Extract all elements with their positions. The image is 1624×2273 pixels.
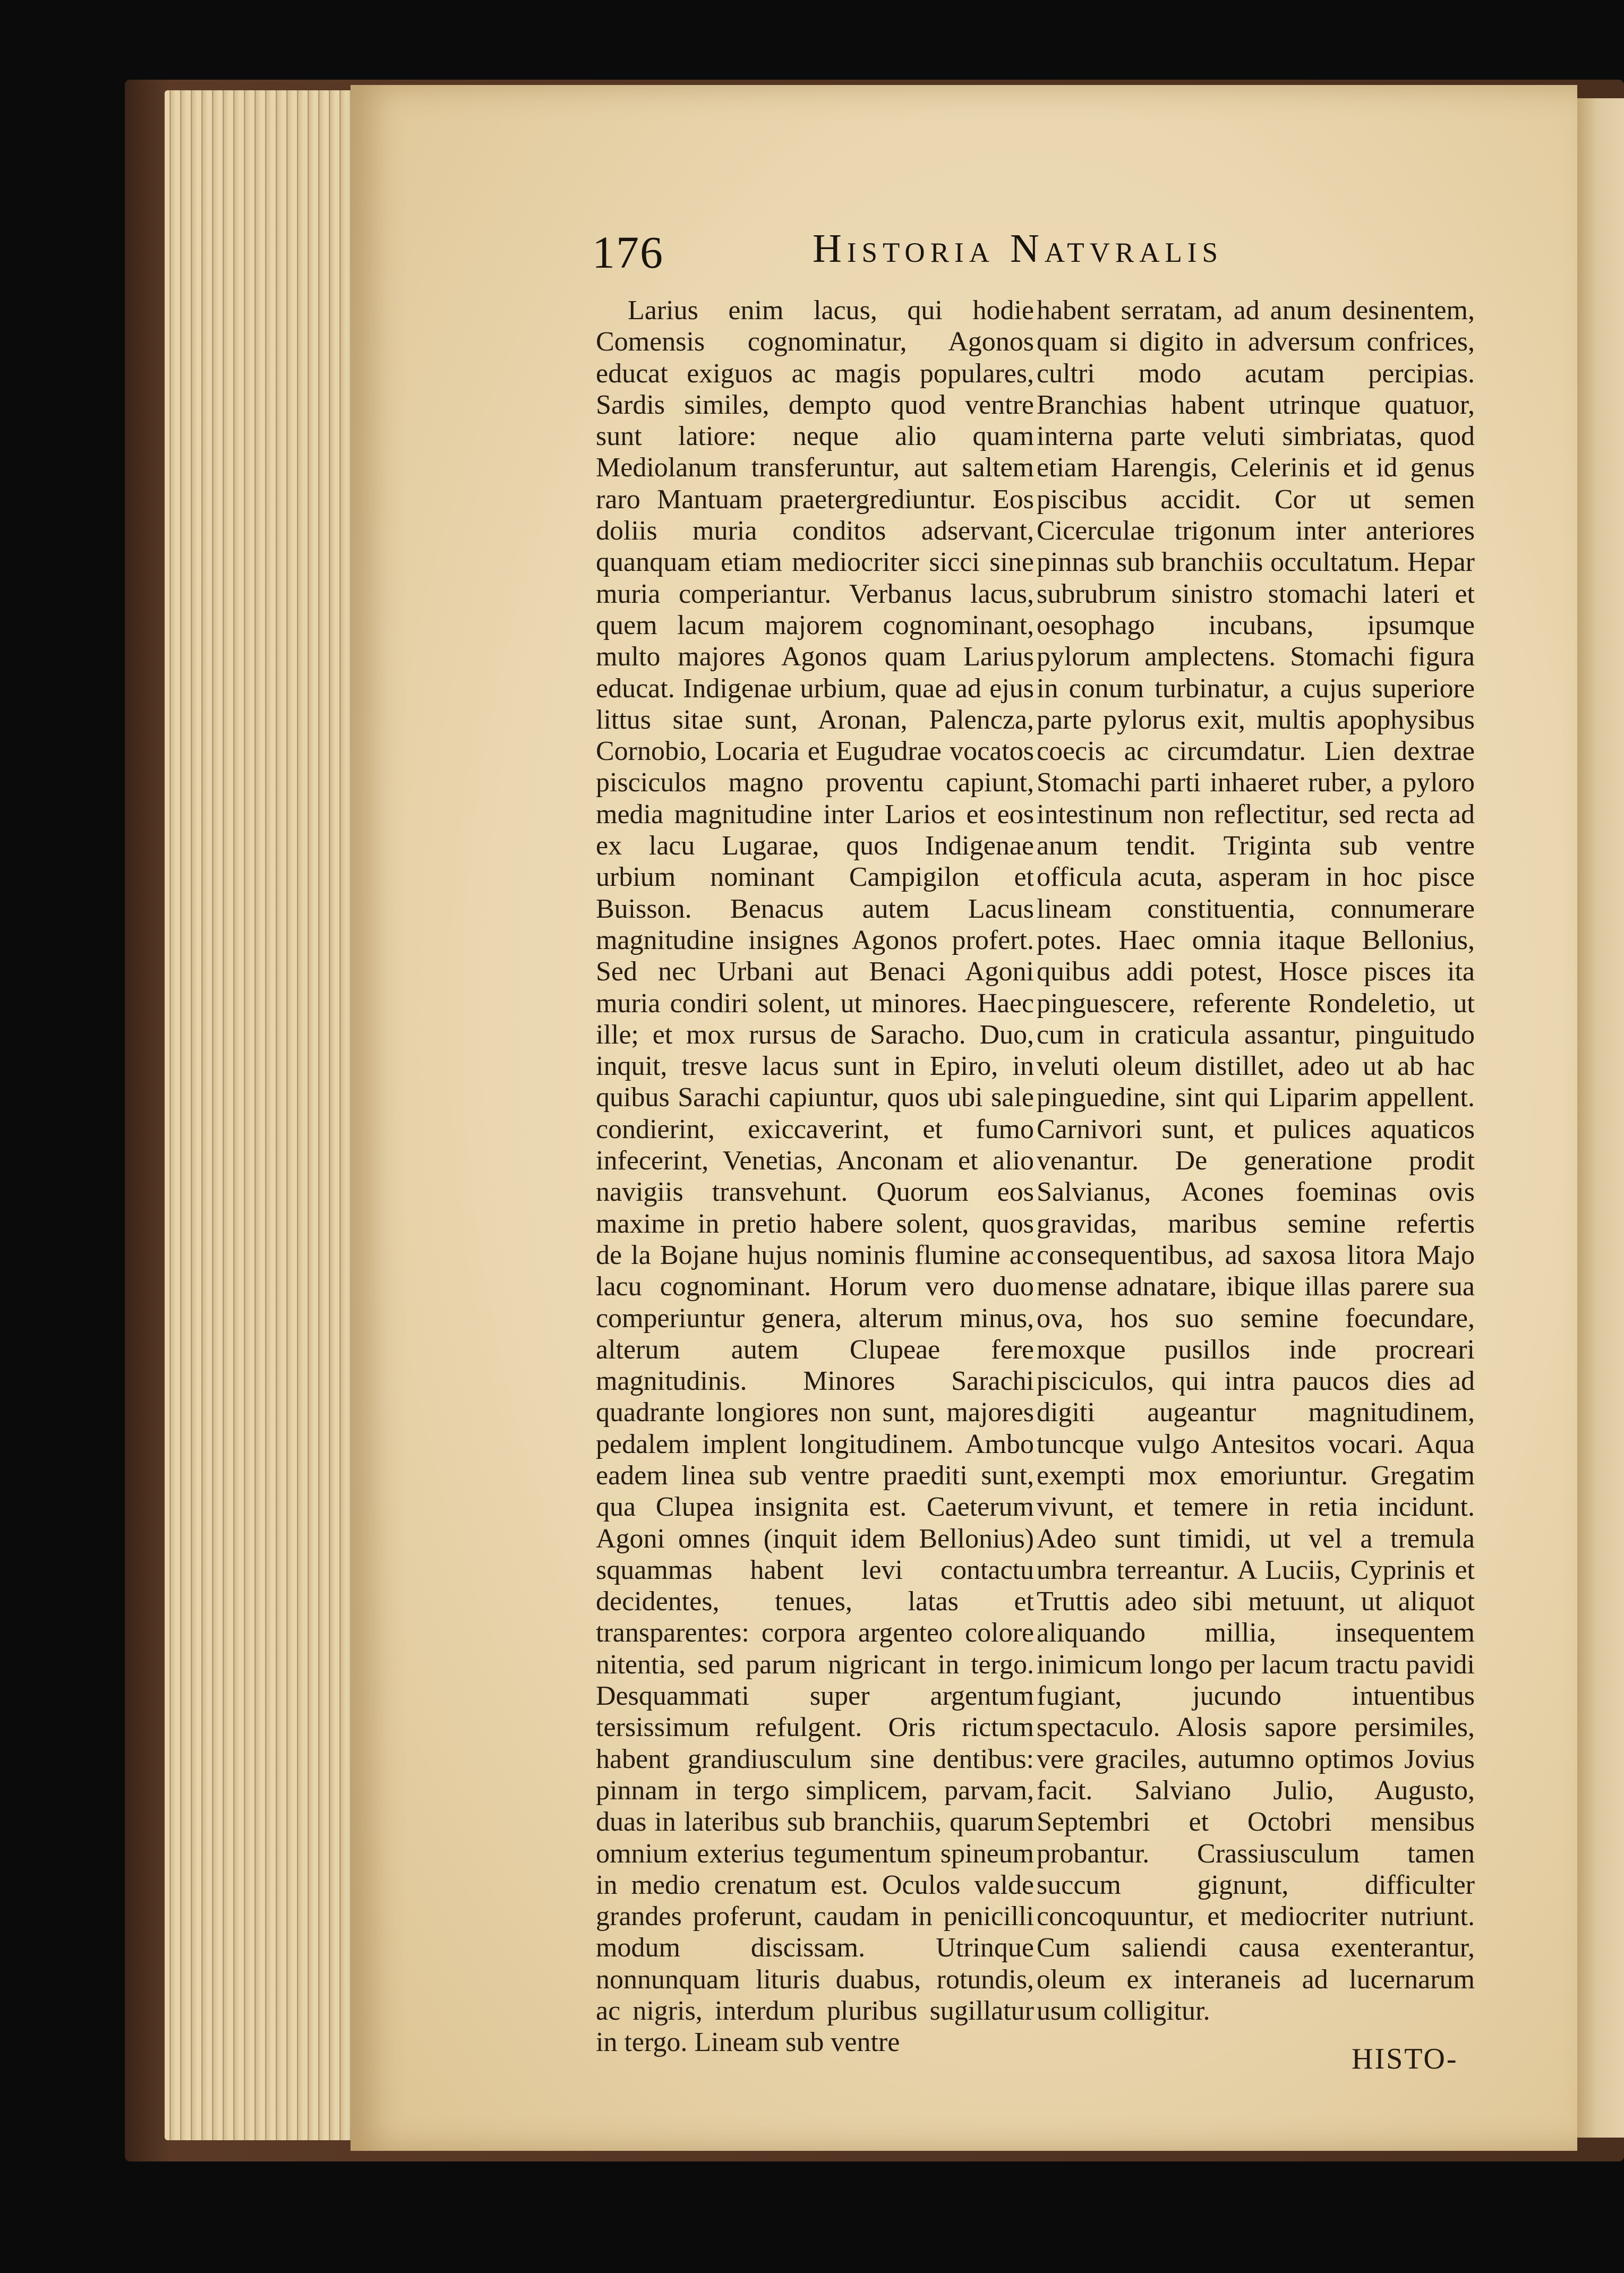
page-edges	[165, 90, 377, 2140]
catchword: HISTO-	[1352, 2043, 1458, 2075]
left-column-text: Larius enim lacus, qui hodie Comensis cognominatur, Agonos educat exiguos ac magis populares, Sardis similes, dempto quod ventre sunt latiore: neque alio quam Mediolanum transferuntur, aut saltem raro Mantuam praetergrediuntur. Eos doliis muria conditos adservant, quanquam etiam mediocriter sicci sine muria comperiantur. Verbanus lacus, quem lacum majorem cognominant, multo majores Agonos quam Larius educat. Indigenae urbium, quae ad ejus littus sitae sunt, Aronan, Palencza, Cornobio, Locaria et Eugudrae vocatos pisciculos magno proventu capiunt, media magnitudine inter Larios et eos ex lacu Lugarae, quos Indigenae urbium nominant Campigilon et Buisson. Benacus autem Lacus magnitudine insignes Agonos profert. Sed nec Urbani aut Benaci Agoni muria condiri solent, ut minores. Haec ille; et mox rursus de Saracho. Duo, inquit, tresve lacus sunt in Epiro, in quibus Sarachi capiuntur, quos ubi sale condierint, exiccaverint, et fumo infecerint, Venetias, Anconam et alio navigiis transvehunt. Quorum eos maxime in pretio habere solent, quos de la Bojane hujus nominis flumine ac lacu cognominant. Horum vero duo comperiuntur genera, alterum minus, alterum autem Clupeae fere magnitudinis. Minores Sarachi quadrante longiores non sunt, majores pedalem implent longitudinem. Ambo eadem linea sub ventre praediti sunt, qua Clupea insignita est. Caeterum Agoni omnes (inquit idem Bellonius) squammas habent levi contactu decidentes, tenues, latas et transparentes: corpora argenteo colore nitentia, sed parum nigricant in tergo. Desquammati super argentum tersissimum refulgent. Oris rictum habent grandiusculum sine dentibus: pinnam in tergo simplicem, parvam, duas in lateribus sub branchiis, quarum omnium exterius tegumentum spineum in medio crenatum est. Oculos valde grandes proferunt, caudam in penicilli modum discissam. Utrinque nonnunquam lituris duabus, rotundis, ac nigris, interdum pluribus sugillatur in tergo. Lineam sub ventre	[596, 295, 1034, 2058]
left-column	[596, 295, 1034, 2058]
running-title: Historia Natvralis	[813, 226, 1224, 271]
page-number: 176	[592, 227, 664, 278]
right-column-text: habent serratam, ad anum desinentem, quam si digito in adversum confrices, cultri modo acutam percipias. Branchias habent utrinque quatuor, interna parte veluti simbriatas, quod etiam Harengis, Celerinis et id genus piscibus accidit. Cor ut semen Cicerculae trigonum inter anteriores pinnas sub branchiis occultatum. Hepar subrubrum sinistro stomachi lateri et oesophago incubans, ipsumque pylorum amplectens. Stomachi figura in conum turbinatur, a cujus superiore parte pylorus exit, multis apophysibus coecis ac circumdatur. Lien dextrae Stomachi parti inhaeret ruber, a pyloro intestinum non reflectitur, sed recta ad anum tendit. Triginta sub ventre officula acuta, asperam in hoc pisce lineam constituentia, connumerare potes. Haec omnia itaque Bellonius, quibus addi potest, Hosce pisces ita pinguescere, referente Rondeletio, ut cum in craticula assantur, pinguitudo veluti oleum distillet, adeo ut ab hac pinguedine, sint qui Liparim appellent. Carnivori sunt, et pulices aquaticos venantur. De generatione prodit Salvianus, Acones foeminas ovis gravidas, maribus semine refertis consequentibus, ad saxosa litora Majo mense adnatare, ibique illas parere sua ova, hos suo semine foecundare, moxque pusillos inde procreari pisciculos, qui intra paucos dies ad digiti augeantur magnitudinem, tuncque vulgo Antesitos vocari. Aqua exempti mox emoriuntur. Gregatim vivunt, et temere in retia incidunt. Adeo sunt timidi, ut vel a tremula umbra terreantur. A Luciis, Cyprinis et Truttis adeo sibi metuunt, ut aliquot aliquando millia, insequentem inimicum longo per lacum tractu pavidi fugiant, jucundo intuentibus spectaculo. Alosis sapore persimiles, vere graciles, autumno optimos Jovius facit. Salviano Julio, Augusto, Septembri et Octobri mensibus probantur. Crassiusculum tamen succum gignunt, difficulter concoquuntur, et mediocriter nutriunt. Cum saliendi causa exenterantur, oleum ex interaneis ad lucernarum usum colligitur.	[1037, 295, 1475, 2027]
facing-page-edge	[1572, 98, 1624, 2138]
right-column	[1037, 295, 1475, 2027]
